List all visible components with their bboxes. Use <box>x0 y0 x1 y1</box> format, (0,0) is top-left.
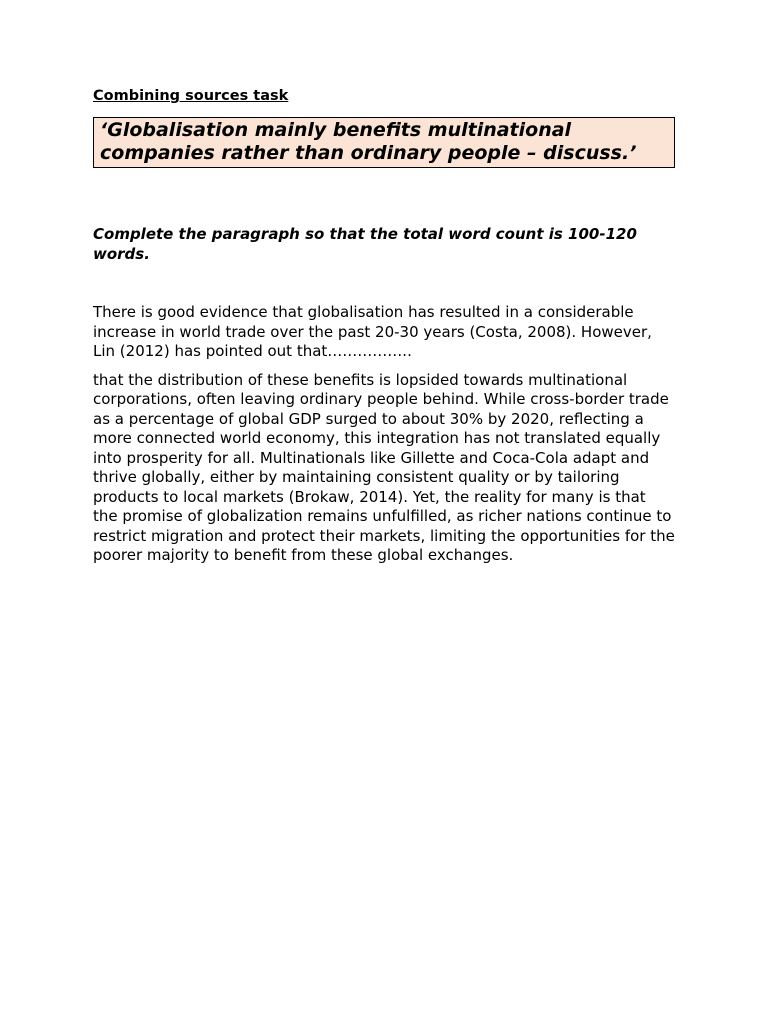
document-page <box>93 86 675 566</box>
essay-question-box: ‘Globalisation mainly benefits multinational companies rather than ordinary people – discuss.’ <box>93 117 675 168</box>
completion-paragraph: that the distribution of these benefits is lopsided towards multinational corporations, often leaving ordinary people behind. While cross-border trade as a percentage of global GDP surged to about 30% by 2020, reflecting a more connected world economy, this integration has not translated equally into prosperity for all. Multinationals like Gillette and Coca-Cola adapt and thrive globally, either by maintaining consistent quality or by tailoring products to local markets (Brokaw, 2014). Yet, the reality for many is that the promise of globalization remains unfulfilled, as richer nations continue to restrict migration and protect their markets, limiting the opportunities for the poorer majority to benefit from these global exchanges. <box>93 370 675 564</box>
opening-paragraph: There is good evidence that globalisation has resulted in a considerable increase in world trade over the past 20-30 years (Costa, 2008). However, Lin (2012) has pointed out that…………….. <box>93 303 652 360</box>
task-instruction: Complete the paragraph so that the total word count is 100-120 words. <box>93 225 637 263</box>
task-heading: Combining sources task <box>93 88 289 104</box>
